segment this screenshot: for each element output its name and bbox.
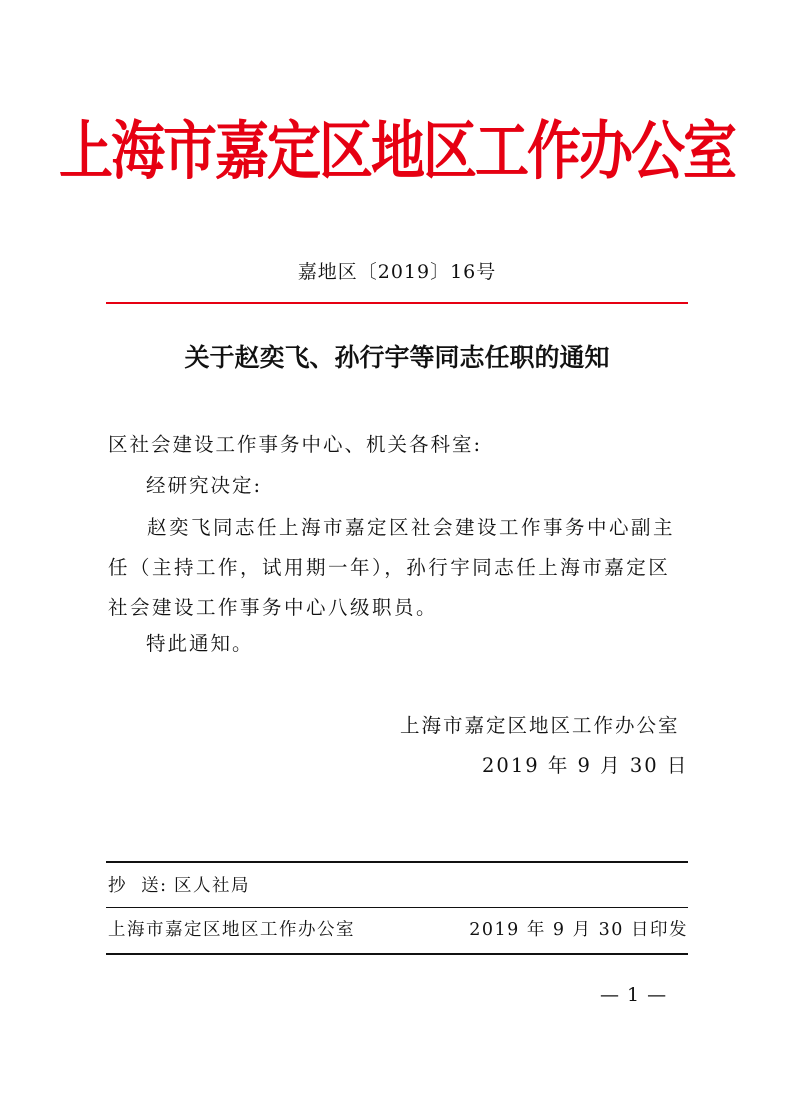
red-header-divider bbox=[106, 302, 688, 304]
footer-bottom-rule bbox=[106, 953, 688, 955]
issuing-org-header: 上海市嘉定区地区工作办公室 bbox=[59, 114, 735, 189]
page-number: — 1 — bbox=[600, 984, 668, 1006]
document-number: 嘉地区〔2019〕16号 bbox=[297, 261, 497, 283]
signature-date: 2019 年 9 月 30 日 bbox=[482, 754, 689, 777]
signature-org: 上海市嘉定区地区工作办公室 bbox=[400, 714, 680, 737]
body-paragraph-appointment: 赵奕飞同志任上海市嘉定区社会建设工作事务中心副主任（主持工作，试用期一年），孙行宇同志任上海市嘉定区社会建设工作事务中心八级职员。 bbox=[108, 516, 676, 619]
cc-value: 区人社局 bbox=[174, 876, 250, 896]
addressee: 区社会建设工作事务中心、机关各科室: bbox=[108, 433, 483, 456]
issuer-org: 上海市嘉定区地区工作办公室 bbox=[108, 920, 355, 940]
body-paragraph-decision: 经研究决定: bbox=[146, 474, 263, 497]
footer-middle-rule bbox=[106, 907, 688, 908]
footer-top-rule bbox=[106, 861, 688, 863]
notice-title: 关于赵奕飞、孙行宇等同志任职的通知 bbox=[184, 343, 610, 372]
issue-date: 2019 年 9 月 30 日印发 bbox=[469, 920, 688, 940]
body-paragraph-closing: 特此通知。 bbox=[146, 632, 254, 655]
cc-label: 抄 送: bbox=[108, 876, 168, 896]
